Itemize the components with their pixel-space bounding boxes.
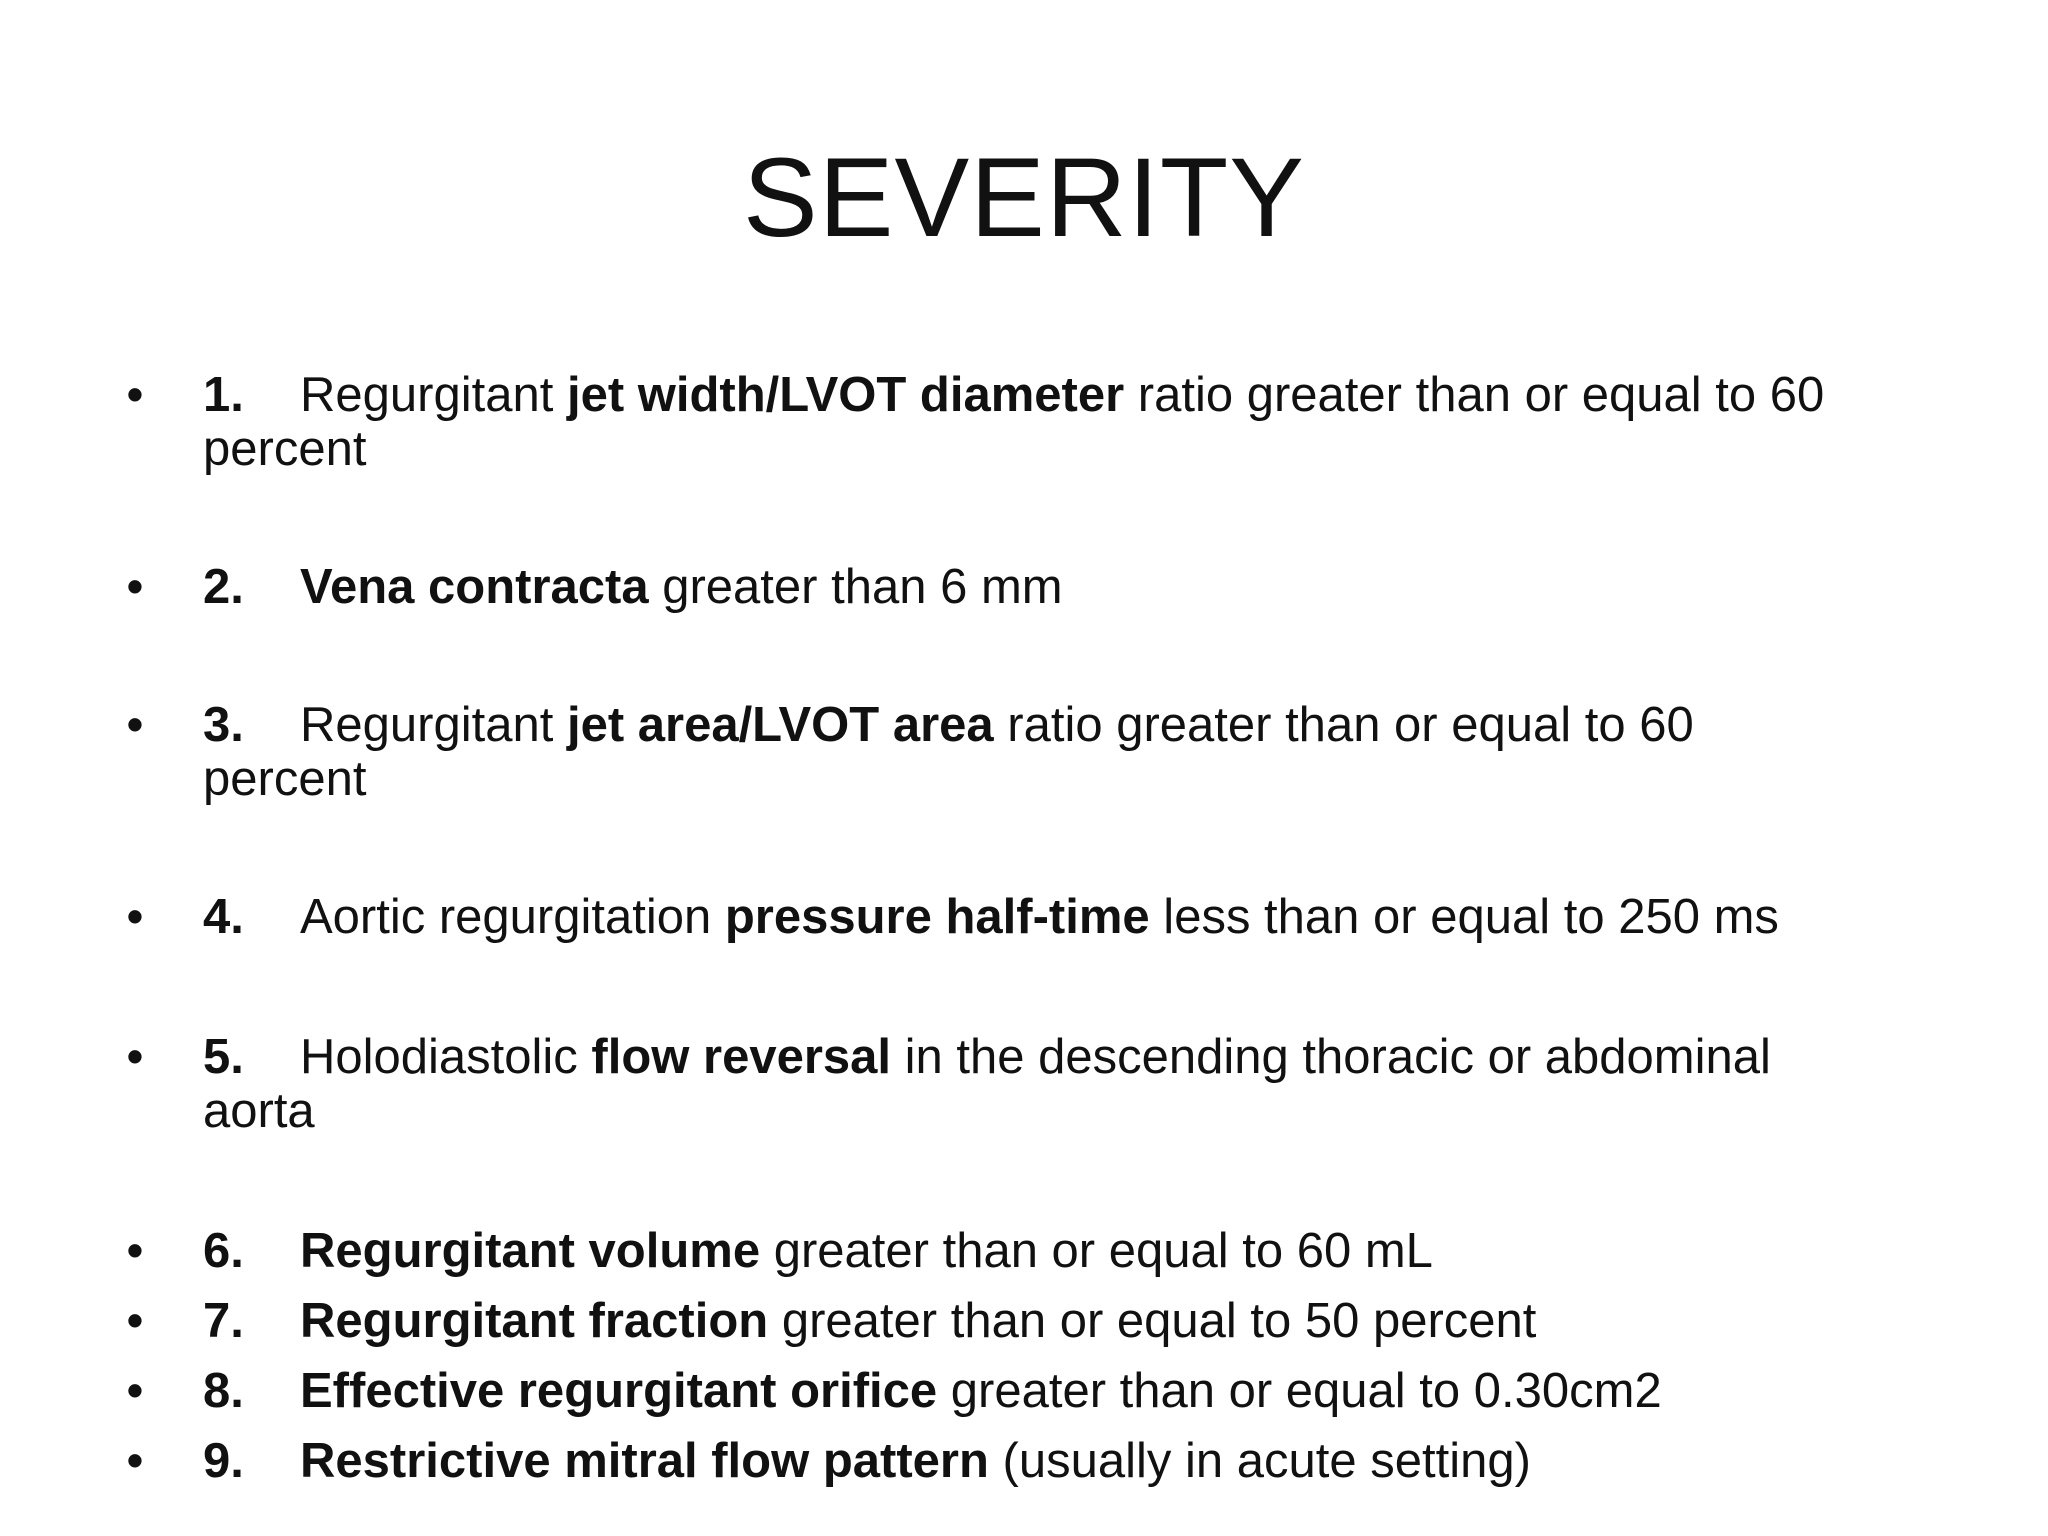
item-text: (usually in acute setting)	[988, 1434, 1531, 1488]
bullet-icon: •	[126, 1224, 144, 1278]
item-number: 1.	[203, 368, 244, 422]
item-emphasis: Vena contracta	[300, 560, 649, 614]
bullet-icon: •	[126, 890, 144, 944]
item-text: Holodiastolic	[300, 1030, 592, 1084]
item-emphasis: jet area/LVOT area	[566, 698, 994, 752]
item-emphasis: pressure half-time	[724, 890, 1150, 944]
item-text: ratio greater than or equal to 60 percent	[203, 368, 1825, 476]
item-number: 8.	[203, 1364, 244, 1418]
item-number: 4.	[203, 890, 244, 944]
list-item	[120, 1294, 1960, 1348]
item-text: less than or equal to 250 ms	[1149, 890, 1779, 944]
bullet-icon: •	[126, 1434, 144, 1488]
item-number: 5.	[203, 1030, 244, 1084]
item-text: greater than or equal to 0.30cm2	[937, 1364, 1662, 1418]
item-emphasis: Effective regurgitant orifice	[300, 1364, 938, 1418]
bullet-icon: •	[126, 560, 144, 614]
list-item-text	[203, 1434, 1960, 1488]
list-item	[120, 698, 1960, 806]
list-item-text	[203, 698, 1783, 806]
list-item	[120, 1364, 1960, 1418]
bullet-icon: •	[126, 1364, 144, 1418]
item-text: greater than or equal to 60 mL	[760, 1224, 1433, 1278]
bullet-icon: •	[126, 368, 144, 422]
item-text: greater than or equal to 50 percent	[768, 1294, 1537, 1348]
bullet-icon: •	[126, 1294, 144, 1348]
list-item-text	[203, 1224, 1960, 1278]
slide-title: SEVERITY	[743, 135, 1305, 260]
item-number: 2.	[203, 560, 244, 614]
item-text: in the descending thoracic or abdominal aorta	[203, 1030, 1771, 1138]
list-item-text	[203, 1294, 1960, 1348]
list-item-text	[203, 890, 1960, 944]
item-number: 9.	[203, 1434, 244, 1488]
item-text: ratio greater than or equal to 60 percent	[203, 698, 1694, 806]
item-number: 7.	[203, 1294, 244, 1348]
list-item	[120, 1030, 1960, 1138]
item-emphasis: flow reversal	[591, 1030, 892, 1084]
list-item	[120, 368, 1960, 476]
list-item-text	[203, 1364, 1960, 1418]
item-text: Aortic regurgitation	[300, 890, 725, 944]
item-emphasis: jet width/LVOT diameter	[566, 368, 1125, 422]
item-emphasis: Regurgitant volume	[300, 1224, 761, 1278]
item-number: 6.	[203, 1224, 244, 1278]
list-item-text	[203, 368, 1903, 476]
list-item	[120, 890, 1960, 944]
item-emphasis: Regurgitant fraction	[300, 1294, 769, 1348]
item-text: Regurgitant	[300, 698, 567, 752]
item-text: Regurgitant	[300, 368, 567, 422]
list-item-text	[203, 560, 1960, 614]
item-emphasis: Restrictive mitral flow pattern	[300, 1434, 989, 1488]
bullet-icon: •	[126, 1030, 144, 1084]
list-item	[120, 560, 1960, 614]
list-item	[120, 1224, 1960, 1278]
list-item	[120, 1434, 1960, 1488]
item-text: greater than 6 mm	[648, 560, 1063, 614]
list-item-text	[203, 1030, 1893, 1138]
item-number: 3.	[203, 698, 244, 752]
bullet-icon: •	[126, 698, 144, 752]
